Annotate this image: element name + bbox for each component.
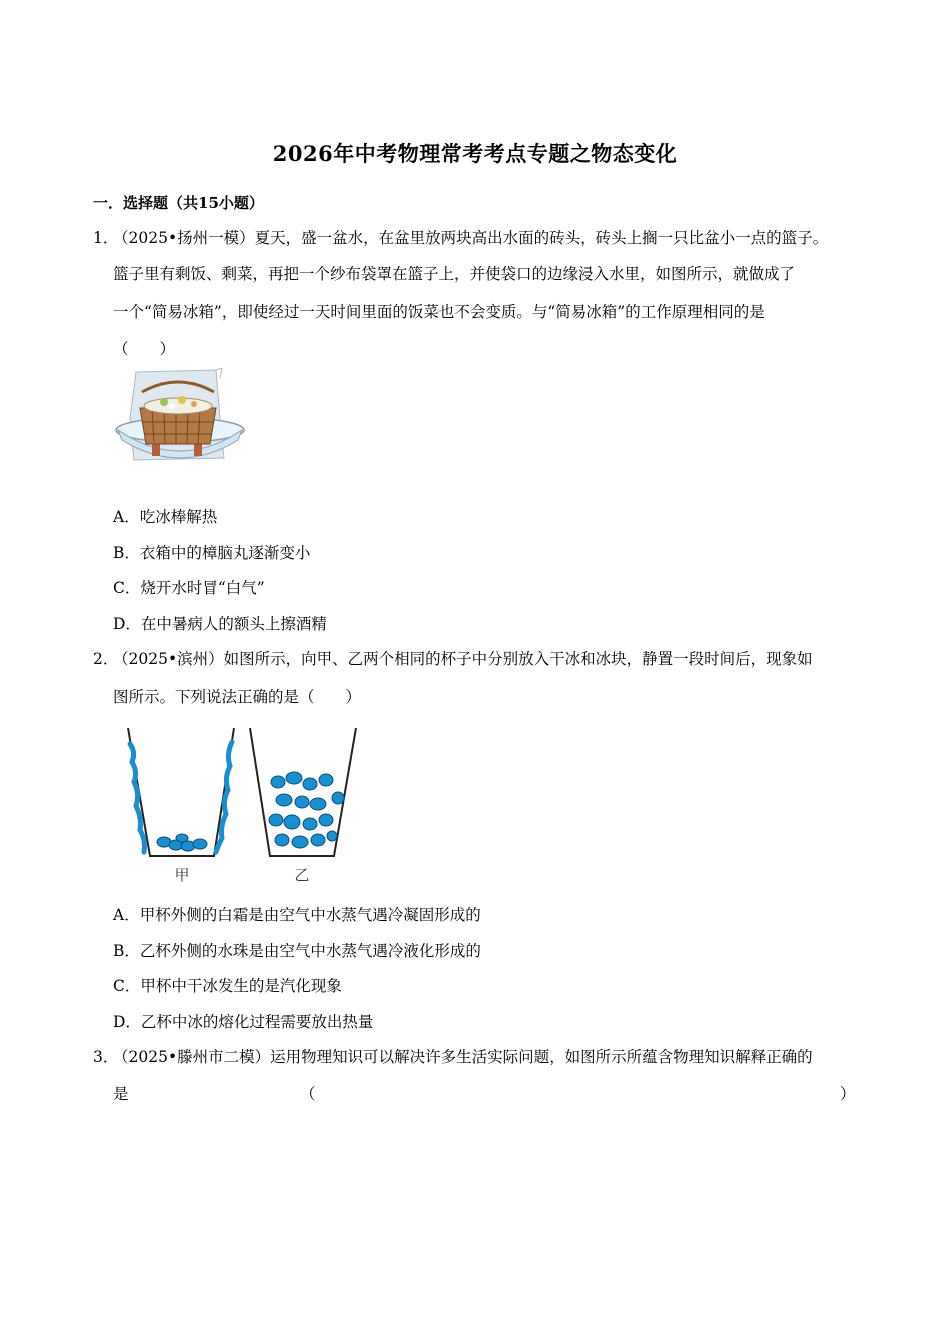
question-3-number: 3． <box>93 1048 119 1066</box>
question-3-line-1: （2025•滕州市二模）运用物理知识可以解决许多生活实际问题，如图所示所蕴含物理知识解释正确的 <box>113 1048 813 1066</box>
simple-fridge-figure <box>112 368 248 474</box>
question-1-option-b: B．衣箱中的樟脑丸逐渐变小 <box>113 544 311 562</box>
figure-label-jia: 甲 <box>174 866 190 884</box>
question-2-line-2: 图所示。下列说法正确的是（ ） <box>113 688 362 706</box>
cup-jia <box>128 728 234 856</box>
question-2-number: 2． <box>93 650 119 668</box>
question-3-line-2: 是 <box>113 1085 129 1103</box>
question-2-option-c: C．甲杯中干冰发生的是汽化现象 <box>113 977 342 995</box>
question-1-line-3: 一个“简易冰箱”，即使经过一天时间里面的饭菜也不会变质。与“简易冰箱”的工作原理相同的是 <box>113 303 765 321</box>
question-2-option-d: D．乙杯中冰的熔化过程需要放出热量 <box>113 1013 374 1031</box>
question-3-bracket-open: （ <box>300 1085 316 1103</box>
two-cups-figure <box>118 722 384 888</box>
question-1-option-a: A．吃冰棒解热 <box>113 508 218 526</box>
cup-yi <box>250 728 356 856</box>
question-1-line-4: （ ） <box>113 340 176 358</box>
question-2-option-a: A．甲杯外侧的白霜是由空气中水蒸气遇冷凝固形成的 <box>113 906 481 924</box>
question-3-bracket-close: ） <box>840 1085 856 1103</box>
question-1-number: 1． <box>93 229 119 247</box>
section-heading: 一．选择题（共15小题） <box>93 194 264 212</box>
figure-label-yi: 乙 <box>294 866 310 884</box>
question-1-option-c: C．烧开水时冒“白气” <box>113 579 265 597</box>
question-2-line-1: （2025•滨州）如图所示，向甲、乙两个相同的杯子中分别放入干冰和冰块，静置一段时间后，现象如 <box>113 650 813 668</box>
question-2-option-b: B．乙杯外侧的水珠是由空气中水蒸气遇冷液化形成的 <box>113 942 481 960</box>
question-1-line-2: 篮子里有剩饭、剩菜，再把一个纱布袋罩在篮子上，并使袋口的边缘浸入水里，如图所示，就做成了 <box>113 265 796 283</box>
question-1-line-1: （2025•扬州一模）夏天，盛一盆水，在盆里放两块高出水面的砖头，砖头上搁一只比盆小一点的篮子。 <box>113 229 829 247</box>
question-1-option-d: D．在中暑病人的额头上擦酒精 <box>113 615 327 633</box>
document-title: 2026年中考物理常考考点专题之物态变化 <box>272 141 678 166</box>
